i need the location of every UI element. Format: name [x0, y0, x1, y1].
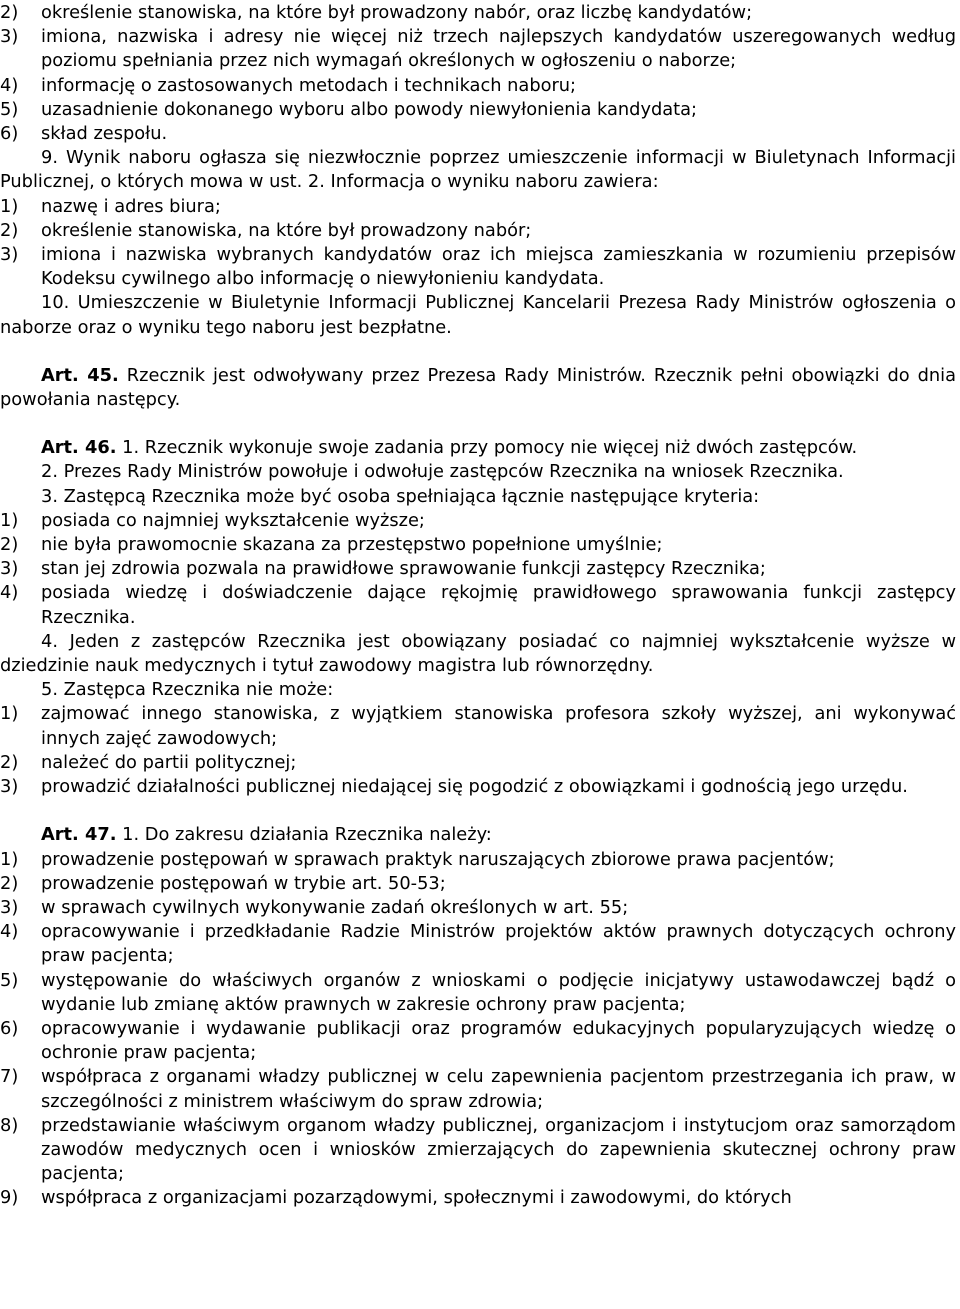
paragraph-number: 5. [41, 679, 64, 701]
paragraph-text: Umieszczenie w Biuletynie Informacji Publicznej Kancelarii Prezesa Rady Ministrów ogłoszenia o naborze oraz o wyniku tego naboru jest bezpłatne. [0, 292, 956, 338]
list-item [0, 25, 956, 73]
list-text: współpraca z organami władzy publicznej w celu zapewnienia pacjentom przestrzegania ich praw, w szczególności z ministrem właściwym do spraw zdrowia; [41, 1066, 956, 1112]
paragraph-ust-2 [0, 460, 956, 484]
article-heading: Art. 47. [41, 824, 117, 846]
list-text: stan jej zdrowia pozwala na prawidłowe sprawowanie funkcji zastępcy Rzecznika; [41, 558, 766, 580]
list-item [0, 920, 956, 968]
list-number: 3) [0, 558, 19, 580]
list-item [0, 751, 956, 775]
list-text: skład zespołu. [41, 123, 168, 145]
article-45 [0, 364, 956, 412]
list-item [0, 1186, 956, 1210]
list-text: nie była prawomocnie skazana za przestępstwo popełnione umyślnie; [41, 534, 663, 556]
list-item [0, 848, 956, 872]
list-item [0, 1017, 956, 1065]
list-number: 5) [0, 98, 19, 120]
list-text: określenie stanowiska, na które był prowadzony nabór; [41, 219, 532, 241]
paragraph-text: Wynik naboru ogłasza się niezwłocznie poprzez umieszczenie informacji w Biuletynach Informacji Publicznej, o których mowa w ust. 2. Informacja o wyniku naboru zawiera: [0, 147, 956, 193]
article-47 [0, 823, 956, 847]
list-number: 1) [0, 509, 19, 531]
article-text: Do zakresu działania Rzecznika należy: [144, 824, 492, 846]
list-number: 2) [0, 2, 19, 23]
list-number: 4) [0, 582, 19, 604]
paragraph-text: Jeden z zastępców Rzecznika jest obowiązany posiadać co najmniej wykształcenie wyższe w dziedzinie nauk medycznych i tytuł zawodowy magistra lub równorzędny. [0, 630, 956, 677]
list-item [0, 557, 956, 581]
list-number: 2) [0, 751, 19, 773]
list-item [0, 775, 956, 799]
list-item [0, 74, 956, 98]
paragraph-number: 4. [41, 630, 70, 652]
article-lead [119, 365, 127, 386]
paragraph-ust-4 [0, 630, 956, 678]
list-number: 2) [0, 534, 19, 556]
list-text: informację o zastosowanych metodach i technikach naboru; [41, 74, 577, 96]
list-item [0, 872, 956, 896]
list-item [0, 533, 956, 557]
article-46 [0, 436, 956, 460]
list-number: 3) [0, 244, 19, 266]
list-item [0, 969, 956, 1017]
list-text: opracowywanie i przedkładanie Radzie Ministrów projektów aktów prawnych dotyczących ochrony praw pacjenta; [41, 921, 956, 967]
list-item [0, 195, 956, 219]
article-text: Rzecznik wykonuje swoje zadania przy pomocy nie więcej niż dwóch zastępców. [144, 437, 858, 459]
list-number: 6) [0, 123, 19, 145]
list-item [0, 509, 956, 533]
list-number: 3) [0, 896, 19, 918]
paragraph-number: 9. [41, 147, 66, 169]
list-text: posiada co najmniej wykształcenie wyższe; [41, 509, 425, 531]
article-heading: Art. 45. [41, 364, 119, 386]
paragraph-ust-3 [0, 485, 956, 509]
list-item [0, 702, 956, 750]
list-item [0, 896, 956, 920]
article-heading: Art. 46. [41, 437, 117, 459]
paragraph-ust-9 [0, 146, 956, 194]
list-number: 3) [0, 776, 19, 798]
list-number: 2) [0, 872, 19, 894]
list-number: 1) [0, 195, 19, 217]
list-item [0, 1065, 956, 1113]
list-number: 4) [0, 74, 19, 96]
list-item [0, 1, 956, 25]
paragraph-number: 2. [41, 461, 64, 483]
list-text: należeć do partii politycznej; [41, 751, 297, 773]
paragraph-text: Zastępcą Rzecznika może być osoba spełniająca łącznie następujące kryteria: [63, 485, 760, 507]
list-item [0, 581, 956, 629]
list-number: 9) [0, 1187, 19, 1209]
list-text: zajmować innego stanowiska, z wyjątkiem stanowiska profesora szkoły wyższej, ani wykonywać innych zajęć zawodowych; [41, 703, 956, 749]
paragraph-number: 10. [41, 292, 78, 314]
list-number: 2) [0, 219, 19, 241]
list-text: określenie stanowiska, na które był prowadzony nabór, oraz liczbę kandydatów; [41, 2, 753, 23]
article-lead: 1. [116, 824, 145, 846]
list-number: 3) [0, 26, 19, 48]
list-number: 8) [0, 1114, 19, 1136]
list-text: nazwę i adres biura; [41, 195, 221, 217]
paragraph-text: Prezes Rady Ministrów powołuje i odwołuje zastępców Rzecznika na wniosek Rzecznika. [63, 461, 844, 483]
list-number: 1) [0, 848, 19, 870]
list-item [0, 1114, 956, 1187]
list-text: prowadzić działalności publicznej niedającej się pogodzić z obowiązkami i godnością jego urzędu. [41, 776, 908, 798]
article-text: Rzecznik jest odwoływany przez Prezesa Rady Ministrów. Rzecznik pełni obowiązki do dnia powołania następcy. [0, 364, 956, 411]
list-number: 6) [0, 1017, 19, 1039]
list-text: prowadzenie postępowań w trybie art. 50-53; [41, 872, 446, 894]
list-text: imiona, nazwiska i adresy nie więcej niż trzech najlepszych kandydatów uszeregowanych według poziomu spełniania przez nich wymagań określonych w ogłoszeniu o naborze; [41, 26, 956, 72]
article-lead: 1. [116, 437, 145, 459]
paragraph-text: Zastępca Rzecznika nie może: [63, 679, 334, 701]
list-text: współpraca z organizacjami pozarządowymi, społecznymi i zawodowymi, do których [41, 1187, 792, 1209]
list-text: imiona i nazwiska wybranych kandydatów oraz ich miejsca zamieszkania w rozumieniu przepisów Kodeksu cywilnego albo informację o niewyłonieniu kandydata. [41, 244, 956, 290]
list-text: prowadzenie postępowań w sprawach praktyk naruszających zbiorowe prawa pacjentów; [41, 848, 835, 870]
list-text: opracowywanie i wydawanie publikacji oraz programów edukacyjnych popularyzujących wiedzę o ochronie praw pacjenta; [41, 1017, 956, 1064]
list-item [0, 122, 956, 146]
list-text: posiada wiedzę i doświadczenie dające rękojmię prawidłowego sprawowania funkcji zastępcy Rzecznika. [41, 582, 956, 628]
paragraph-ust-10 [0, 291, 956, 339]
list-text: w sprawach cywilnych wykonywanie zadań określonych w art. 55; [41, 896, 629, 918]
list-text: przedstawianie właściwym organom władzy publicznej, organizacjom i instytucjom oraz samorządom zawodów medycznych ocen i wniosków zmierzających do zapewnienia skutecznej ochrony praw pacjenta; [41, 1114, 956, 1185]
paragraph-number: 3. [41, 485, 64, 507]
list-item [0, 219, 956, 243]
list-number: 1) [0, 703, 19, 725]
list-item [0, 243, 956, 291]
list-number: 5) [0, 969, 19, 991]
list-number: 7) [0, 1066, 19, 1088]
list-text: występowanie do właściwych organów z wnioskami o podjęcie inicjatywy ustawodawczej bądź o wydanie lub zmianę aktów prawnych w zakresie ochrony praw pacjenta; [41, 969, 956, 1015]
paragraph-ust-5 [0, 678, 956, 702]
list-number: 4) [0, 921, 19, 943]
list-item [0, 98, 956, 122]
list-text: uzasadnienie dokonanego wyboru albo powody niewyłonienia kandydata; [41, 98, 698, 120]
